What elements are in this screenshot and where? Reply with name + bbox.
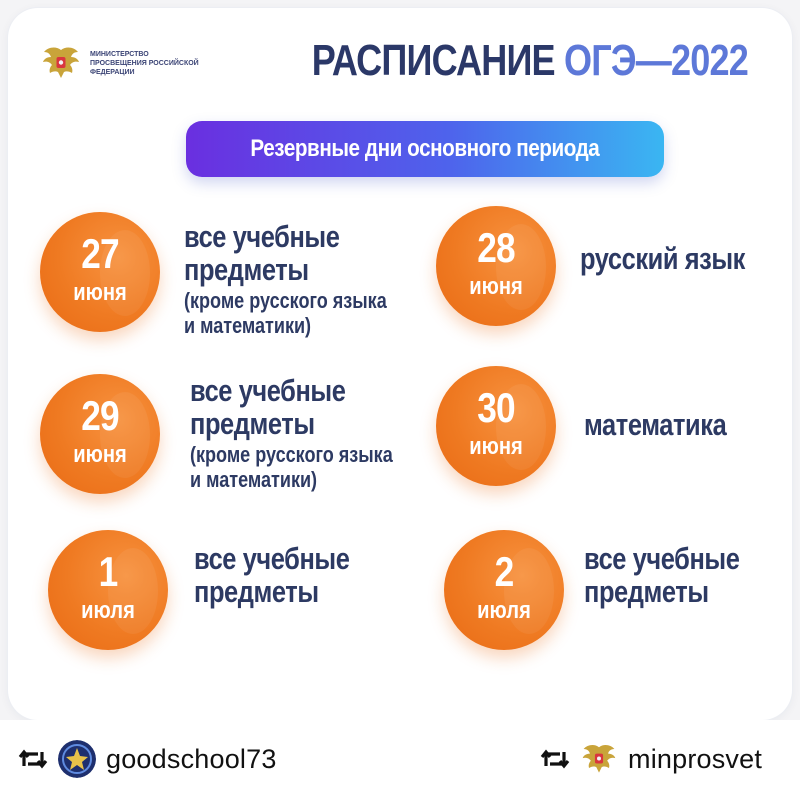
subject-1-july bbox=[194, 542, 384, 608]
badge-month: июня bbox=[469, 433, 523, 460]
ministry-name bbox=[90, 50, 205, 77]
badge-day: 2 bbox=[494, 548, 514, 595]
subject-line2: предметы bbox=[194, 574, 319, 609]
subject-line1: все учебные bbox=[184, 219, 340, 254]
subject-line1: все учебные bbox=[194, 541, 350, 576]
ministry-brand bbox=[40, 44, 205, 82]
subject-line2: предметы bbox=[584, 574, 709, 609]
schedule-card bbox=[8, 8, 792, 720]
subject-2-july bbox=[584, 542, 774, 608]
badge-month: июля bbox=[477, 597, 531, 624]
left-handle[interactable]: goodschool73 bbox=[106, 743, 277, 774]
repost-right[interactable] bbox=[540, 740, 762, 778]
date-badge-1-july bbox=[48, 530, 168, 650]
repost-left[interactable] bbox=[18, 740, 277, 778]
subject-28-june bbox=[580, 242, 781, 275]
subject-line1: русский язык bbox=[580, 241, 745, 276]
date-badge-27-june bbox=[40, 212, 160, 332]
subject-note-line1: (кроме русского языка bbox=[184, 288, 387, 313]
badge-month: июня bbox=[469, 273, 523, 300]
ministry-name-line2: РОССИЙСКОЙ ФЕДЕРАЦИИ bbox=[90, 59, 199, 76]
subject-note-line2: и математики) bbox=[190, 467, 318, 492]
page-title bbox=[312, 36, 748, 86]
repost-icon bbox=[18, 746, 48, 772]
subject-27-june bbox=[184, 220, 431, 338]
right-handle[interactable]: minprosvet bbox=[628, 743, 763, 774]
school-logo-icon bbox=[58, 740, 96, 778]
coat-of-arms-icon bbox=[40, 44, 82, 82]
subject-line1: математика bbox=[584, 407, 727, 442]
ministry-name-line1: МИНИСТЕРСТВО ПРОСВЕЩЕНИЯ bbox=[90, 50, 149, 67]
subject-line2: предметы bbox=[190, 406, 315, 441]
badge-day: 29 bbox=[81, 392, 119, 439]
subject-line1: все учебные bbox=[584, 541, 740, 576]
subject-29-june bbox=[190, 374, 437, 492]
subject-line1: все учебные bbox=[190, 373, 346, 408]
badge-month: июня bbox=[73, 441, 127, 468]
title-accent: ОГЭ—2022 bbox=[564, 36, 748, 85]
coat-of-arms-icon bbox=[580, 740, 618, 778]
repost-icon bbox=[540, 746, 570, 772]
date-badge-29-june bbox=[40, 374, 160, 494]
date-badge-2-july bbox=[444, 530, 564, 650]
badge-day: 30 bbox=[477, 384, 515, 431]
subject-note-line1: (кроме русского языка bbox=[190, 442, 393, 467]
date-badge-28-june bbox=[436, 206, 556, 326]
badge-day: 27 bbox=[81, 230, 119, 277]
subject-line2: предметы bbox=[184, 252, 309, 287]
repost-footer bbox=[0, 720, 800, 800]
badge-month: июня bbox=[73, 279, 127, 306]
date-badge-30-june bbox=[436, 366, 556, 486]
badge-month: июля bbox=[81, 597, 135, 624]
badge-day: 28 bbox=[477, 224, 515, 271]
goodschool73-avatar[interactable] bbox=[58, 740, 96, 778]
period-banner bbox=[186, 121, 664, 177]
subject-note-line2: и математики) bbox=[184, 313, 312, 338]
title-main: РАСПИСАНИЕ bbox=[311, 36, 565, 85]
banner-label: Резервные дни основного периода bbox=[250, 135, 600, 162]
subject-30-june bbox=[584, 408, 758, 441]
minprosvet-avatar[interactable] bbox=[580, 740, 618, 778]
badge-day: 1 bbox=[98, 548, 118, 595]
